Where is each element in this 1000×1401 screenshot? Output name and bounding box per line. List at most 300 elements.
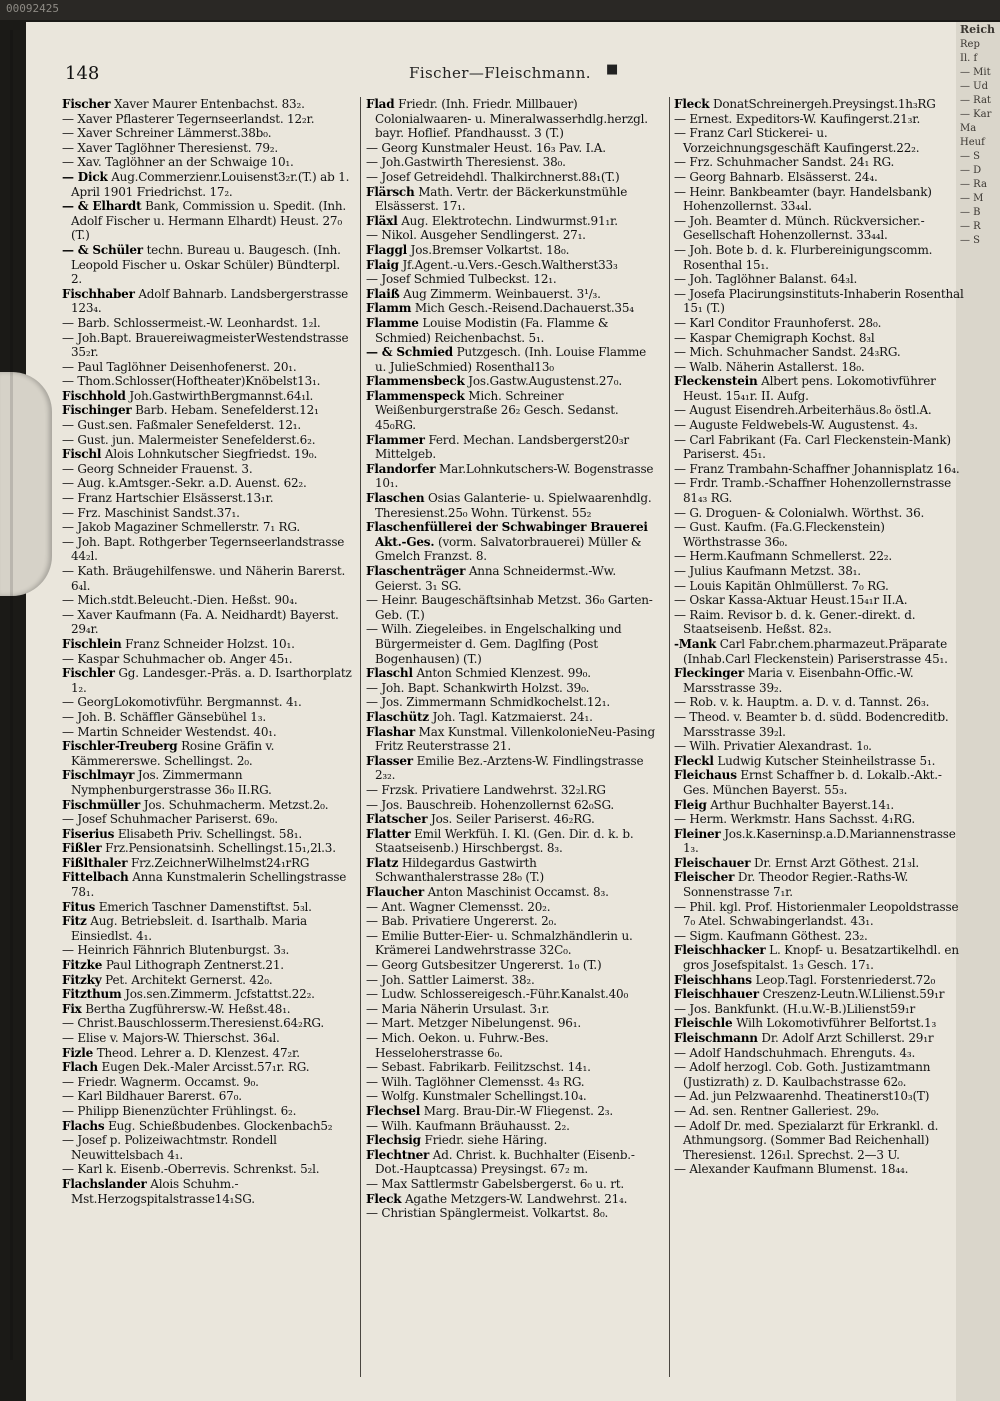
entry-text: — Elise v. Majors-W. Thierschst. 36₄l. xyxy=(62,1031,280,1045)
directory-entry xyxy=(674,403,964,418)
entry-text: Jos.k.Kaserninsp.a.D.Mariannenstrasse 1₃. xyxy=(683,826,956,856)
directory-entry xyxy=(62,403,352,418)
entry-surname: Fischer xyxy=(62,97,111,111)
directory-entry xyxy=(62,695,352,710)
entry-text: — Herm. Werkmstr. Hans Sachsst. 4₁RG. xyxy=(674,812,915,827)
directory-entry xyxy=(674,870,964,899)
directory-entry xyxy=(62,1119,352,1134)
directory-entry xyxy=(674,506,964,521)
directory-entry xyxy=(62,900,352,915)
directory-entry xyxy=(62,1104,352,1119)
edge-line: — Mit xyxy=(960,67,991,78)
directory-entry xyxy=(62,943,352,958)
directory-entry xyxy=(674,1060,964,1089)
entry-text: Frz.Pensionatsinh. Schellingst.15₁,2l.3. xyxy=(105,841,336,856)
directory-entry xyxy=(366,433,656,462)
directory-entry xyxy=(366,798,656,813)
directory-entry xyxy=(62,462,352,477)
edge-line: — Ra xyxy=(960,179,987,190)
entry-text: Osias Galanterie- u. Spielwaarenhdlg. Theresienst.25₀ Wohn. Türkenst. 55₂ xyxy=(375,491,652,520)
entry-surname: Fiserius xyxy=(62,826,115,841)
entry-surname: Flaggl xyxy=(366,242,407,257)
entry-text: — Xaver Schreiner Lämmerst.38b₀. xyxy=(62,126,272,141)
directory-entry xyxy=(62,112,352,127)
directory-entry xyxy=(62,316,352,331)
entry-surname: Fleiner xyxy=(674,826,721,841)
entry-text: — Theod. v. Beamter b. d. südd. Bodencreditb. Marsstrasse 39₂l. xyxy=(674,709,949,739)
directory-entry xyxy=(62,812,352,827)
entry-surname: Fleischhans xyxy=(674,972,752,987)
entry-text: — Wilh. Kaufmann Bräuhausst. 2₂. xyxy=(366,1118,570,1133)
scan-id: 00092425 xyxy=(6,2,59,15)
directory-entry xyxy=(366,856,656,885)
directory-entry xyxy=(62,1046,352,1061)
entry-text: Jos.Gastw.Augustenst.27₀. xyxy=(468,374,622,389)
directory-entry xyxy=(62,389,352,404)
entry-surname: Fizle xyxy=(62,1045,94,1060)
directory-entry xyxy=(366,1075,656,1090)
directory-entry xyxy=(366,929,656,958)
entry-text: — Franz Hartschier Elsässerst.13₁r. xyxy=(62,491,274,506)
directory-entry xyxy=(366,1016,656,1031)
directory-entry xyxy=(674,97,964,112)
directory-entry xyxy=(674,360,964,375)
entry-text: — Frz. Maschinist Sandst.37₁. xyxy=(62,505,240,520)
directory-entry xyxy=(674,593,964,608)
directory-entry xyxy=(366,710,656,725)
entry-text: Aug.Commerzienr.Louisenst3₂r.(T.) ab 1. April 1901 Friedrichst. 17₂. xyxy=(71,169,350,199)
entry-surname: Fischmüller xyxy=(62,797,141,812)
entry-surname: Flaschenträger xyxy=(366,564,466,578)
entry-surname: Fleckenstein xyxy=(674,374,758,389)
entry-surname: -Mank xyxy=(674,636,717,651)
directory-entry xyxy=(674,1119,964,1163)
directory-entry xyxy=(674,1104,964,1119)
entry-text: — Alexander Kaufmann Blumenst. 18₄₄. xyxy=(674,1162,909,1177)
directory-entry xyxy=(366,345,656,374)
entry-text: Jos. Seiler Pariserst. 46₂RG. xyxy=(430,812,595,827)
entry-text: — Philipp Bienenzüchter Frühlingst. 6₂. xyxy=(62,1103,297,1118)
entry-surname: Flamme xyxy=(366,315,419,330)
entry-surname: Fleichaus xyxy=(674,768,737,783)
page-number: 148 xyxy=(65,63,100,84)
entry-text: — Mich.stdt.Beleucht.-Dien. Heßst. 90₄. xyxy=(62,593,298,608)
entry-surname: Fitzthum xyxy=(62,987,122,1002)
directory-entry xyxy=(62,987,352,1002)
edge-line: — B xyxy=(960,207,981,218)
column-rule xyxy=(669,97,670,1377)
directory-entry xyxy=(366,185,656,214)
entry-text: — Josef p. Polizeiwachtmstr. Rondell Neuwittelsbach 4₁. xyxy=(62,1133,277,1162)
entry-text: — Adolf Dr. med. Spezialarzt für Erkrankl. d. Athmungsorg. (Sommer Bad Reichenhall) Theresienst. 126₁l. Sprechst. 2—3 U. xyxy=(674,1118,939,1162)
entry-text: Carl Fabr.chem.pharmazeut.Präparate (Inhab.Carl Fleckenstein) Pariserstrasse 45₁. xyxy=(683,636,948,666)
directory-entry xyxy=(62,433,352,448)
directory-entry xyxy=(366,914,656,929)
entry-text: Louise Modistin (Fa. Flamme & Schmied) Reichenbachst. 5₁. xyxy=(375,315,609,345)
entry-surname: Flashar xyxy=(366,724,416,739)
entry-text: — Joh.Gastwirth Theresienst. 38₀. xyxy=(366,155,566,170)
directory-entry xyxy=(366,900,656,915)
directory-entry xyxy=(62,535,352,564)
directory-entry xyxy=(674,1002,964,1017)
entry-text: — Joh. Bapt. Schankwirth Holzst. 39₀. xyxy=(366,680,590,695)
edge-heading: Reich xyxy=(960,23,996,36)
entry-text: Xaver Maurer Entenbachst. 83₂. xyxy=(114,97,305,111)
entry-text: Anton Maschinist Occamst. 8₃. xyxy=(427,885,609,900)
entry-surname: Flaschl xyxy=(366,666,413,681)
directory-entry xyxy=(62,1133,352,1162)
entry-surname: — & Schüler xyxy=(62,242,143,257)
entry-text: — Aug. k.Amtsger.-Sekr. a.D. Auenst. 62₂. xyxy=(62,476,307,491)
entry-text: — Xaver Pflasterer Tegernseerlandst. 12₂r. xyxy=(62,111,315,126)
entry-text: — August Eisendreh.Arbeiterhäus.8₀ östl.A. xyxy=(674,403,932,418)
directory-entry xyxy=(674,462,964,477)
page-heading: Fischer—Fleischmann. xyxy=(409,64,591,82)
directory-entry xyxy=(674,316,964,331)
directory-entry xyxy=(674,418,964,433)
entry-text: — Georg Gutsbesitzer Ungererst. 1₀ (T.) xyxy=(366,958,602,973)
directory-entry xyxy=(366,593,656,622)
directory-entry xyxy=(62,1075,352,1090)
entry-surname: Flaschütz xyxy=(366,709,429,724)
entry-text: — Jos. Bankfunkt. (H.u.W.-B.)Lilienst59₁r xyxy=(674,1001,916,1016)
directory-entry xyxy=(674,943,964,972)
entry-text: (vorm. Salvatorbrauerei) Müller & Gmelch Franzst. 8. xyxy=(375,534,642,564)
directory-entry xyxy=(366,987,656,1002)
entry-text: Jos.Bremser Volkartst. 18₀. xyxy=(410,242,570,257)
directory-entry xyxy=(62,973,352,988)
entry-text: Adolf Bahnarb. Landsbergerstrasse 123₄. xyxy=(71,286,349,316)
directory-entry xyxy=(62,1089,352,1104)
entry-surname: Fischhold xyxy=(62,388,126,403)
directory-entry xyxy=(366,1060,656,1075)
entry-text: — Emilie Butter-Eier- u. Schmalzhändlerin u. Krämerei Landwehrstrasse 32C₀. xyxy=(366,928,633,958)
entry-text: techn. Bureau u. Baugesch. (Inh. Leopold Fischer u. Oskar Schüler) Bündterpl. 2. xyxy=(71,242,341,287)
directory-entry xyxy=(674,433,964,462)
entry-text: — Gust.sen. Faßmaler Senefelderst. 12₁. xyxy=(62,418,302,433)
entry-text: — Max Sattlermstr Gabelsbergerst. 6₀ u. rt. xyxy=(366,1176,625,1191)
entry-text: — Jos. Zimmermann Schmidkochelst.12₁. xyxy=(366,695,610,710)
entry-text: — Joh. Bote b. d. k. Flurbereinigungscomm. Rosenthal 15₁. xyxy=(674,242,933,272)
entry-text: — Walb. Näherin Astallerst. 18₀. xyxy=(674,359,865,374)
entry-text: — GeorgLokomotivführ. Bergmannst. 4₁. xyxy=(62,695,302,710)
entry-text: Mar.Lohnkutschers-W. Bogenstrasse 10₁. xyxy=(375,461,654,491)
directory-entry xyxy=(674,710,964,739)
entry-surname: Fleck xyxy=(366,1191,402,1206)
entry-text: Arthur Buchhalter Bayerst.14₁. xyxy=(710,797,895,812)
entry-text: Pet. Architekt Gernerst. 42₀. xyxy=(105,972,273,987)
directory-entry xyxy=(366,885,656,900)
directory-entry xyxy=(674,112,964,127)
entry-text: — Josef Getreidehdl. Thalkirchnerst.88₁(T.) xyxy=(366,169,620,184)
directory-entry xyxy=(674,1162,964,1177)
directory-entry xyxy=(366,1177,656,1192)
entry-surname: Fischlein xyxy=(62,636,122,651)
entry-surname: Fischinger xyxy=(62,403,132,418)
directory-entry xyxy=(366,97,656,141)
entry-text: — Martin Schneider Westendst. 40₁. xyxy=(62,724,277,739)
directory-entry xyxy=(674,1089,964,1104)
entry-text: — Ant. Wagner Clemensst. 20₂. xyxy=(366,899,551,914)
directory-entry xyxy=(674,520,964,549)
directory-entry xyxy=(674,608,964,637)
directory-entry xyxy=(62,608,352,637)
directory-entry xyxy=(62,520,352,535)
gutter-shadow xyxy=(10,30,13,1360)
entry-text: Alois Lohnkutscher Siegfriedst. 19₀. xyxy=(104,447,318,462)
directory-entry xyxy=(366,754,656,783)
entry-surname: Flatscher xyxy=(366,812,428,827)
directory-entry xyxy=(674,126,964,155)
entry-text: — G. Droguen- & Colonialwh. Wörthst. 36. xyxy=(674,505,925,520)
directory-entry xyxy=(674,695,964,710)
entry-surname: Flechsig xyxy=(366,1133,421,1148)
entry-surname: Fleischle xyxy=(674,1016,733,1031)
directory-entry xyxy=(62,418,352,433)
entry-text: Friedr. siehe Häring. xyxy=(424,1133,548,1148)
entry-text: — Franz Carl Stickerei- u. Vorzeichnungsgeschäft Kaufingerst.22₂. xyxy=(674,126,920,155)
directory-entry xyxy=(674,549,964,564)
directory-entry xyxy=(366,1089,656,1104)
directory-entry xyxy=(366,812,656,827)
entry-surname: Flammensbeck xyxy=(366,374,465,389)
entry-surname: Fleig xyxy=(674,797,707,812)
entry-text: Ludwig Kutscher Steinheilstrasse 5₁. xyxy=(717,753,936,768)
directory-entry xyxy=(674,987,964,1002)
entry-text: — Mich. Oekon. u. Fuhrw.-Bes. Hesseloherstrasse 6₀. xyxy=(366,1031,549,1060)
directory-entry xyxy=(62,710,352,725)
entry-surname: Flaig xyxy=(366,257,399,272)
entry-surname: Flaschen xyxy=(366,491,425,506)
entry-text: — Christ.Bauschlosserm.Theresienst.64₂RG. xyxy=(62,1016,324,1031)
entry-surname: Fleckinger xyxy=(674,666,744,681)
entry-text: — Karl k. Eisenb.-Oberrevis. Schrenkst. 5₂l. xyxy=(62,1162,320,1177)
entry-text: — Barb. Schlossermeist.-W. Leonhardst. 1₂l. xyxy=(62,315,321,330)
entry-text: — Ludw. Schlossereigesch.-Führ.Kanalst.40₀ xyxy=(366,987,629,1002)
directory-entry xyxy=(366,228,656,243)
directory-entry xyxy=(366,301,656,316)
entry-text: — Sigm. Kaufmann Göthest. 23₂. xyxy=(674,928,868,943)
entry-text: Aug Zimmerm. Weinbauerst. 3¹/₃. xyxy=(403,286,601,301)
directory-entry xyxy=(674,929,964,944)
entry-surname: Flachs xyxy=(62,1118,105,1133)
directory-entry xyxy=(674,272,964,287)
entry-surname: Fleischhauer xyxy=(674,987,759,1002)
entry-text: — Wilh. Ziegeleibes. in Engelschalking und Bürgermeister d. Gem. Daglfing (Post Bogenhausen) (T.) xyxy=(366,622,622,666)
directory-entry xyxy=(674,1031,964,1046)
entry-text: — Karl Conditor Fraunhoferst. 28₀. xyxy=(674,315,882,330)
entry-text: Rosine Gräfin v. Kämmererswe. Schellingst. 2₀. xyxy=(71,739,275,768)
entry-text: — Wilh. Privatier Alexandrast. 1₀. xyxy=(674,739,872,754)
directory-entry xyxy=(62,155,352,170)
entry-text: — Gust. Kaufm. (Fa.G.Fleckenstein) Wörthstrasse 36₀. xyxy=(674,520,885,549)
entry-text: — Friedr. Wagnerm. Occamst. 9₀. xyxy=(62,1074,259,1089)
entry-text: Ernst Schaffner b. d. Lokalb.-Akt.-Ges. München Bayerst. 55₃. xyxy=(683,768,942,797)
directory-entry xyxy=(366,564,656,593)
edge-line: — S xyxy=(960,235,981,246)
entry-text: — Heinr. Bankbeamter (bayr. Handelsbank) Hohenzollernst. 33₄₄l. xyxy=(674,184,932,214)
entry-text: Dr. Ernst Arzt Göthest. 21₃l. xyxy=(753,855,920,870)
entry-text: Aug. Elektrotechn. Lindwurmst.91₁r. xyxy=(401,213,618,228)
scan-id-strip xyxy=(0,0,1000,20)
entry-text: Creszenz-Leutn.W.Lilienst.59₁r xyxy=(762,987,945,1002)
entry-text: Aug. Betriebsleit. d. Isarthalb. Maria Einsiedlst. 4₁. xyxy=(71,914,307,943)
entry-surname: Fitz xyxy=(62,914,87,929)
directory-entry xyxy=(674,1016,964,1031)
entry-surname: Flatter xyxy=(366,826,411,841)
directory-entry xyxy=(674,564,964,579)
entry-text: — Jakob Magaziner Schmellerstr. 7₁ RG. xyxy=(62,520,300,535)
directory-entry xyxy=(674,1046,964,1061)
edge-line: — Ud xyxy=(960,81,989,92)
directory-entry xyxy=(62,798,352,813)
directory-entry xyxy=(674,579,964,594)
directory-entry xyxy=(62,1060,352,1075)
directory-entry xyxy=(674,476,964,505)
directory-entry xyxy=(62,1031,352,1046)
entry-text: Math. Vertr. der Bäckerkunstmühle Elsässerst. 17₁. xyxy=(375,184,628,214)
entry-text: — Auguste Feldwebels-W. Augustenst. 4₃. xyxy=(674,418,918,433)
entry-surname: — & Elhardt xyxy=(62,199,142,214)
directory-entry xyxy=(674,827,964,856)
edge-line: — Kar xyxy=(960,109,992,120)
directory-column-2 xyxy=(366,97,656,1397)
directory-entry xyxy=(366,973,656,988)
entry-surname: Fläxl xyxy=(366,213,398,228)
entry-surname: Fischl xyxy=(62,447,102,462)
entry-surname: Fißlthaler xyxy=(62,855,128,870)
entry-text: Mich Gesch.-Reisend.Dachauerst.35₄ xyxy=(414,301,634,316)
directory-entry xyxy=(674,185,964,214)
edge-line: — S xyxy=(960,151,981,162)
directory-entry xyxy=(366,170,656,185)
entry-surname: — & Schmied xyxy=(366,345,453,360)
entry-text: — Xaver Taglöhner Theresienst. 79₂. xyxy=(62,140,279,155)
entry-text: Jos.sen.Zimmerm. Jcfstattst.22₂. xyxy=(125,987,315,1002)
directory-entry xyxy=(366,1119,656,1134)
entry-text: — Mich. Schuhmacher Sandst. 24₃RG. xyxy=(674,345,901,360)
directory-entry xyxy=(366,272,656,287)
entry-text: — Bab. Privatiere Ungererst. 2₀. xyxy=(366,914,557,929)
entry-text: — Ernest. Expeditors-W. Kaufingerst.21₃r. xyxy=(674,111,921,126)
entry-surname: Fischler xyxy=(62,666,115,681)
directory-entry xyxy=(62,1177,352,1206)
entry-text: Jos. Zimmermann Nymphenburgerstrasse 36₀ II.RG. xyxy=(71,768,272,797)
entry-text: — Joh. B. Schäffler Gänsebühel 1₃. xyxy=(62,709,266,724)
directory-entry xyxy=(366,958,656,973)
directory-entry xyxy=(366,622,656,666)
entry-surname: Flach xyxy=(62,1060,98,1075)
directory-entry xyxy=(366,666,656,681)
entry-surname: Flaschenfüllerei der Schwabinger Brauerei Akt.-Ges. xyxy=(366,520,648,549)
entry-text: — Heinr. Baugeschäftsinhab Metzst. 36₀ Garten-Geb. (T.) xyxy=(366,593,653,622)
entry-text: — Thom.Schlosser(Hoftheater)Knöbelst13₁. xyxy=(62,374,321,389)
entry-text: — Xav. Taglöhner an der Schwaige 10₁. xyxy=(62,155,294,170)
entry-text: — Oskar Kassa-Aktuar Heust.15₄₁r II.A. xyxy=(674,593,908,608)
entry-text: — Joh. Sattler Laimerst. 38₂. xyxy=(366,972,535,987)
entry-text: — Frz. Schuhmacher Sandst. 24₁ RG. xyxy=(674,155,895,170)
entry-text: Elisabeth Priv. Schellingst. 58₁. xyxy=(117,826,302,841)
directory-entry xyxy=(62,958,352,973)
directory-entry xyxy=(62,914,352,943)
directory-entry xyxy=(674,798,964,813)
directory-entry xyxy=(62,870,352,899)
entry-text: — Wolfg. Kunstmaler Schellingst.10₄. xyxy=(366,1089,587,1104)
entry-text: Emil Werkfüh. I. Kl. (Gen. Dir. d. k. b. Staatseisenb.) Hirschbergst. 8₃. xyxy=(375,826,634,856)
entry-text: — Josefa Placirungsinstituts-Inhaberin Rosenthal 15₁ (T.) xyxy=(674,286,964,316)
directory-entry xyxy=(674,637,964,666)
entry-surname: Flärsch xyxy=(366,184,415,199)
edge-line: Heuf xyxy=(960,137,985,148)
entry-text: Anna Schneidermst.-Ww. Geierst. 3₁ SG. xyxy=(375,564,616,593)
entry-text: — Nikol. Ausgeher Sendlingerst. 27₁. xyxy=(366,228,586,243)
entry-text: — Josef Schmied Tulbeckst. 12₁. xyxy=(366,272,557,287)
directory-entry xyxy=(62,564,352,593)
entry-surname: Fitzky xyxy=(62,972,102,987)
entry-text: Bertha Zugführersw.-W. Heßst.48₁. xyxy=(85,1001,291,1016)
directory-entry xyxy=(62,1162,352,1177)
entry-text: Theod. Lehrer a. D. Klenzest. 47₂r. xyxy=(96,1045,300,1060)
directory-entry xyxy=(366,1002,656,1017)
entry-text: — Kaspar Schuhmacher ob. Anger 45₁. xyxy=(62,651,293,666)
directory-entry xyxy=(62,491,352,506)
entry-surname: Fitus xyxy=(62,899,96,914)
directory-entry xyxy=(62,841,352,856)
directory-entry xyxy=(366,1192,656,1207)
entry-surname: Flaucher xyxy=(366,885,424,900)
directory-column-1 xyxy=(62,97,352,1397)
entry-surname: Flasser xyxy=(366,753,413,768)
entry-text: Maria v. Eisenbahn-Offic.-W. Marsstrasse 39₂. xyxy=(683,666,914,695)
entry-text: Joh. Tagl. Katzmaierst. 24₁. xyxy=(432,709,593,724)
entry-text: Joh.GastwirthBergmannst.64₁l. xyxy=(129,388,314,403)
entry-surname: Fittelbach xyxy=(62,870,129,885)
directory-entry xyxy=(366,258,656,273)
entry-surname: Fleischer xyxy=(674,870,735,885)
directory-entry xyxy=(62,856,352,871)
entry-text: Paul Lithograph Zentnerst.21. xyxy=(105,958,284,973)
entry-surname: Flammer xyxy=(366,432,425,447)
directory-entry xyxy=(366,827,656,856)
entry-surname: Fleck xyxy=(674,97,710,111)
entry-text: — Frdr. Tramb.-Schaffner Hohenzollernstrasse 81₄₃ RG. xyxy=(674,476,952,506)
entry-text: Putzgesch. (Inh. Louise Flamme u. JulieSchmied) Rosenthal13₀ xyxy=(375,345,647,374)
entry-text: Gg. Landesger.-Präs. a. D. Isarthorplatz 1₂. xyxy=(71,666,352,695)
column-rule xyxy=(360,97,361,1377)
entry-surname: Fleischhacker xyxy=(674,943,766,958)
entry-text: — Rob. v. k. Hauptm. a. D. v. d. Tannst. 26₃. xyxy=(674,695,930,710)
entry-text: — Georg Bahnarb. Elsässerst. 24₄. xyxy=(674,169,878,184)
entry-text: — Joh. Bapt. Rothgerber Tegernseerlandstrasse 44₂l. xyxy=(62,534,345,564)
entry-text: Ferd. Mechan. Landsbergerst20₃r Mittelgeb. xyxy=(375,432,629,462)
entry-text: — Franz Trambahn-Schaffner Johannisplatz 16₄. xyxy=(674,461,960,476)
entry-text: — Sebast. Fabrikarb. Feilitzschst. 14₁. xyxy=(366,1060,591,1075)
directory-entry xyxy=(62,141,352,156)
entry-text: Jf.Agent.-u.Vers.-Gesch.Waltherst33₃ xyxy=(402,257,618,272)
entry-text: Anton Schmied Klenzest. 99₀. xyxy=(416,666,591,681)
directory-entry xyxy=(62,652,352,667)
entry-text: — Phil. kgl. Prof. Historienmaler Leopoldstrasse 7₀ Atel. Schwabingerlandst. 43₁. xyxy=(674,899,959,929)
entry-surname: Fleischauer xyxy=(674,855,751,870)
entry-text: — Josef Schuhmacher Pariserst. 69₀. xyxy=(62,812,278,827)
directory-entry xyxy=(366,141,656,156)
edge-line: Il. f xyxy=(960,53,978,64)
directory-column-3 xyxy=(674,97,964,1397)
entry-text: Emerich Taschner Damenstiftst. 5₃l. xyxy=(98,899,312,914)
directory-entry xyxy=(674,973,964,988)
entry-text: — Georg Kunstmaler Heust. 16₃ Pav. I.A. xyxy=(366,140,606,155)
entry-text: DonatSchreinergeh.Preysingst.1h₃RG xyxy=(712,97,936,111)
